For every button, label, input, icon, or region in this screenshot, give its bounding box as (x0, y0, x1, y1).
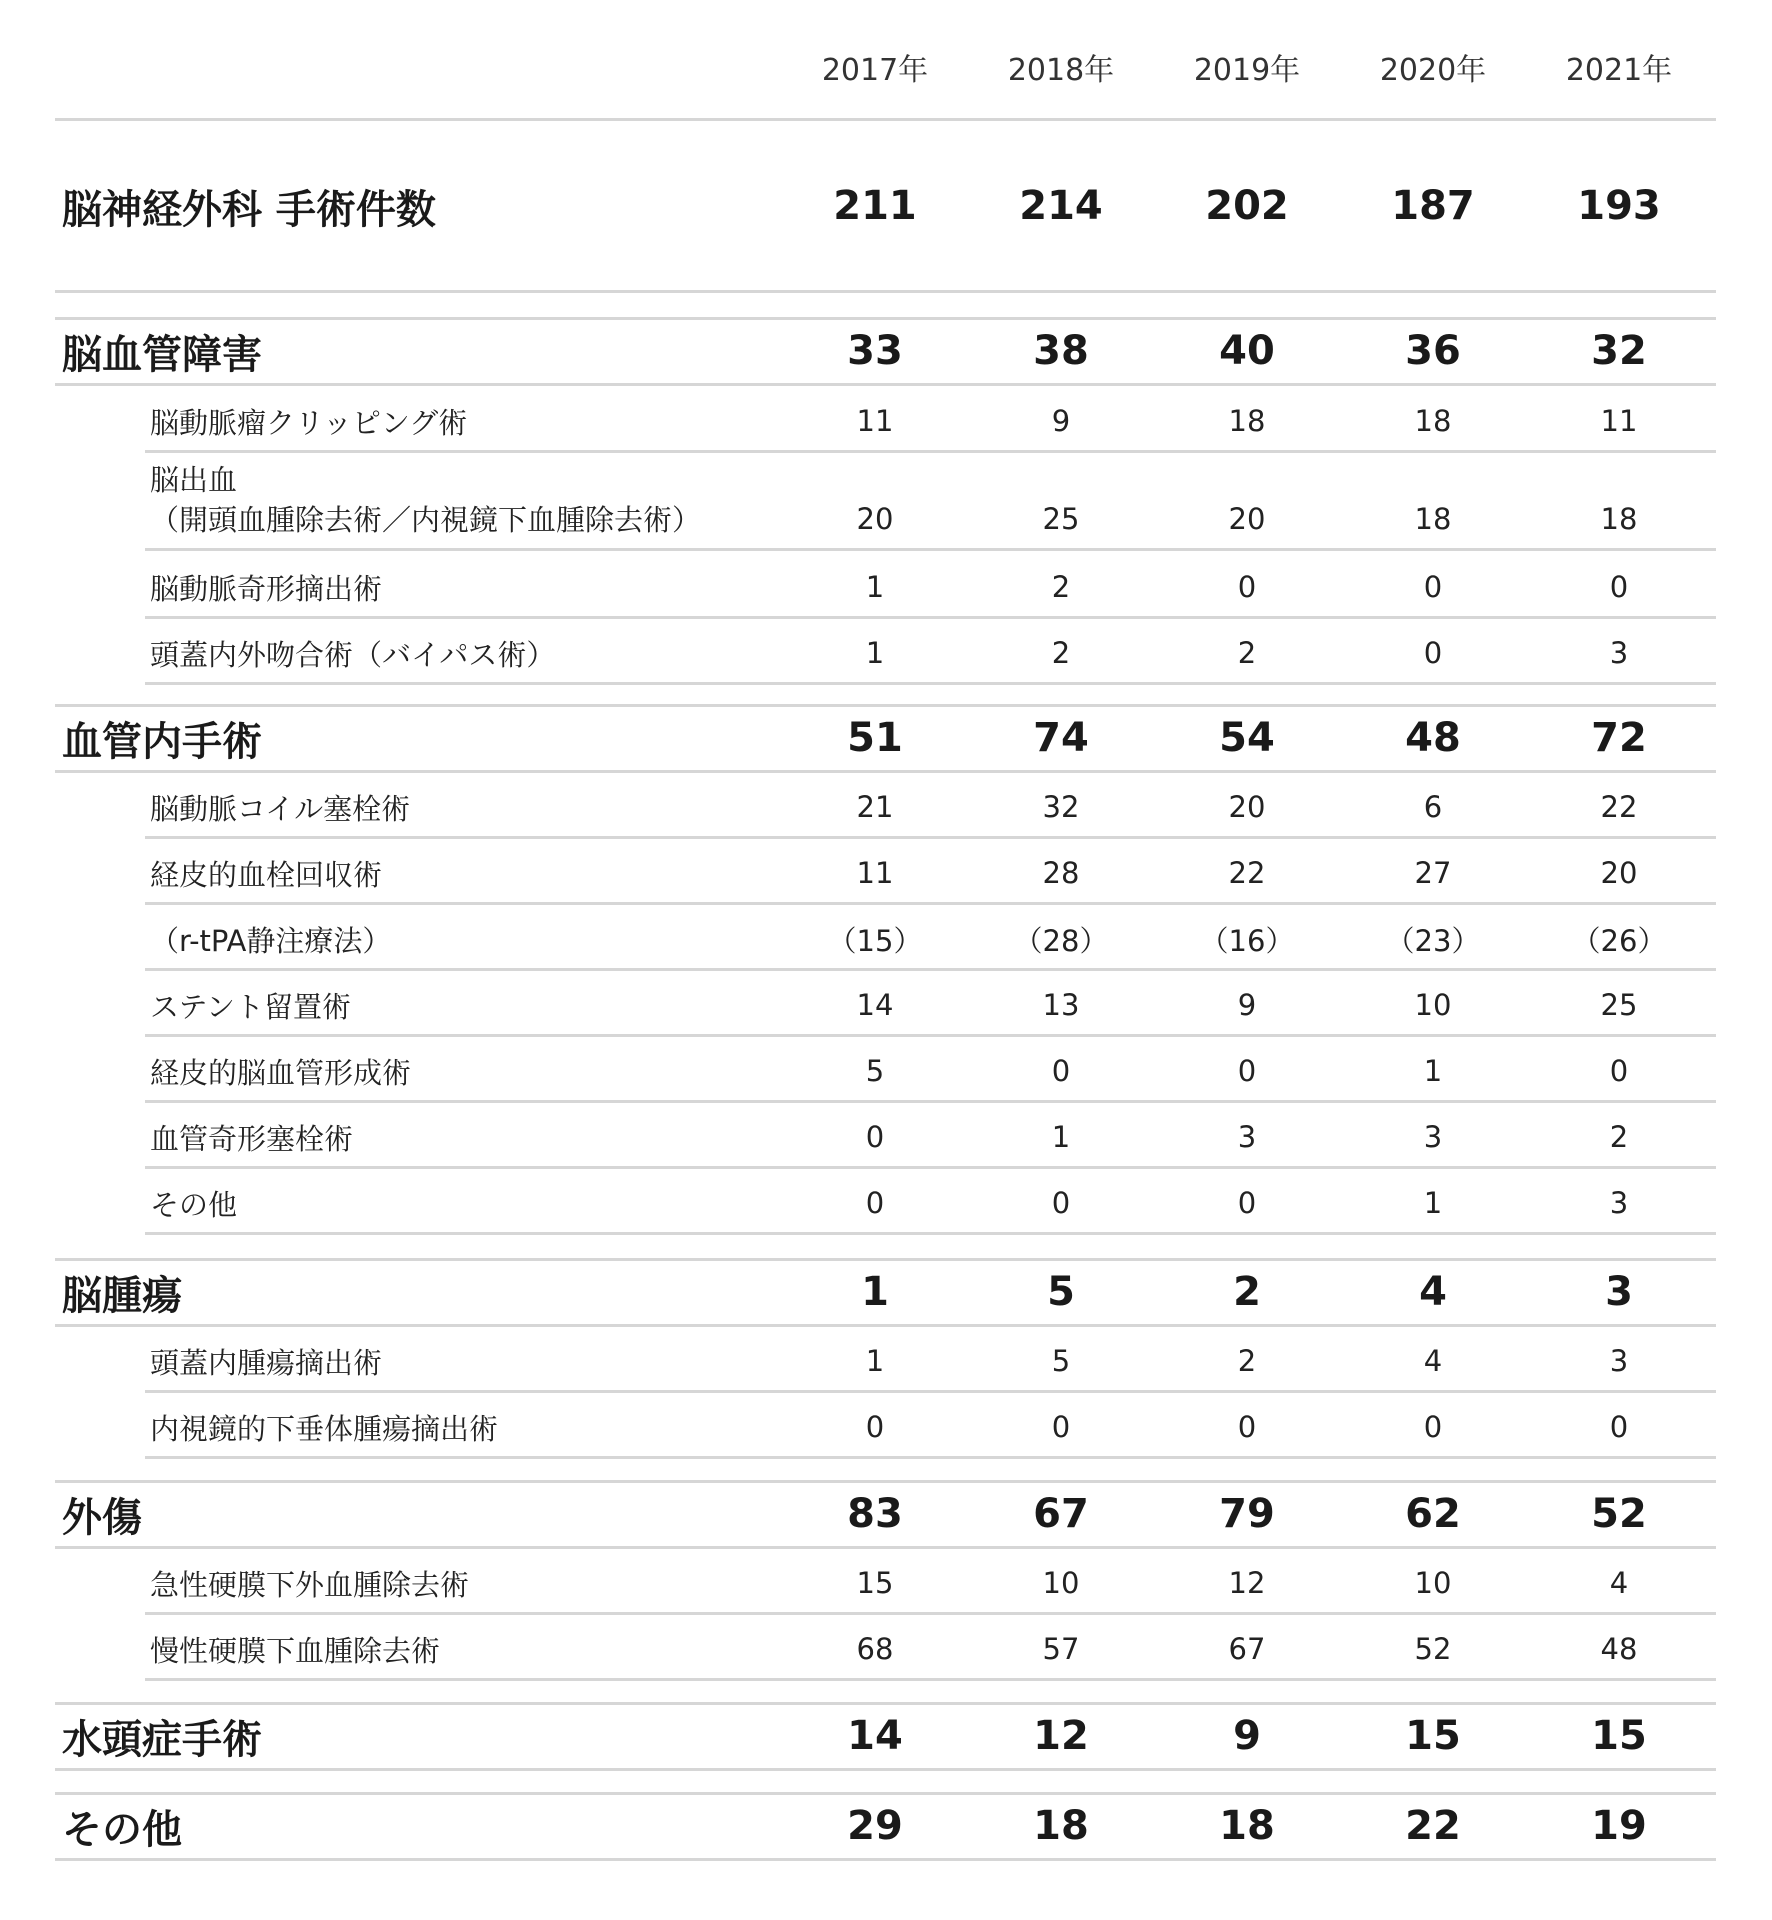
value-cell: 10 (1042, 1566, 1080, 1600)
value-cell: 22 (1405, 1803, 1461, 1849)
value-cell: 10 (1414, 1566, 1452, 1600)
value-cell: 3 (1609, 1186, 1629, 1220)
procedure-label: ステント留置術 (150, 989, 351, 1024)
value-cell: 3 (1605, 1269, 1633, 1315)
category-row (0, 1708, 1772, 1764)
value-cell: 214 (1019, 183, 1103, 229)
row-divider (145, 836, 1716, 839)
row-divider (145, 1166, 1716, 1169)
value-cell: 72 (1591, 715, 1647, 761)
value-cell: 25 (1042, 502, 1080, 536)
value-cell: 14 (847, 1713, 903, 1759)
procedure-label: 経皮的血栓回収術 (150, 857, 383, 892)
value-cell: 0 (1423, 636, 1443, 670)
value-cell: 193 (1577, 183, 1661, 229)
value-cell: 4 (1419, 1269, 1447, 1315)
row-divider (55, 1546, 1716, 1549)
category-row (0, 1486, 1772, 1542)
value-cell: 15 (856, 1566, 894, 1600)
value-cell: 2 (1609, 1120, 1629, 1154)
value-cell: 2 (1233, 1269, 1261, 1315)
value-cell: 6 (1423, 790, 1443, 824)
value-cell: 11 (856, 404, 894, 438)
total-row (0, 160, 1772, 252)
value-cell: 0 (1609, 1410, 1629, 1444)
value-cell: 12 (1033, 1713, 1089, 1759)
procedure-row (0, 1178, 1772, 1228)
value-cell: 79 (1219, 1491, 1275, 1537)
procedure-row (0, 628, 1772, 678)
value-cell: 18 (1414, 404, 1452, 438)
value-cell: 10 (1414, 988, 1452, 1022)
value-cell: 22 (1228, 856, 1266, 890)
category-label: 外傷 (62, 1494, 142, 1541)
row-divider (55, 1480, 1716, 1483)
value-cell: （23） (1385, 923, 1481, 958)
row-divider (145, 902, 1716, 905)
value-cell: 18 (1228, 404, 1266, 438)
value-cell: 1 (865, 570, 885, 604)
procedure-row (0, 562, 1772, 612)
row-divider (145, 1390, 1716, 1393)
procedure-label: 脳動脈奇形摘出術 (150, 571, 383, 606)
row-divider (55, 1792, 1716, 1795)
row-divider (145, 548, 1716, 551)
procedure-label: 頭蓋内腫瘍摘出術 (150, 1345, 383, 1380)
row-divider (55, 1258, 1716, 1261)
procedure-row (0, 396, 1772, 446)
row-divider (55, 317, 1716, 320)
procedure-label: その他 (150, 1187, 238, 1222)
value-cell: 0 (1609, 1054, 1629, 1088)
procedure-label: 内視鏡的下垂体腫瘍摘出術 (150, 1411, 499, 1446)
value-cell: 29 (847, 1803, 903, 1849)
value-cell: 54 (1219, 715, 1275, 761)
row-divider (145, 616, 1716, 619)
value-cell: 32 (1042, 790, 1080, 824)
value-cell: 0 (1051, 1410, 1071, 1444)
value-cell: 68 (856, 1632, 894, 1666)
value-cell: 20 (856, 502, 894, 536)
value-cell: 18 (1414, 502, 1452, 536)
value-cell: 13 (1042, 988, 1080, 1022)
procedure-row (0, 1336, 1772, 1386)
value-cell: 3 (1609, 1344, 1629, 1378)
value-cell: （26） (1571, 923, 1667, 958)
value-cell: 20 (1600, 856, 1638, 890)
row-divider (145, 1678, 1716, 1681)
value-cell: 5 (865, 1054, 885, 1088)
year-header: 2020年 (1379, 53, 1487, 88)
procedure-row (0, 1624, 1772, 1674)
value-cell: 25 (1600, 988, 1638, 1022)
value-cell: 0 (1237, 1186, 1257, 1220)
row-divider (55, 383, 1716, 386)
value-cell: 51 (847, 715, 903, 761)
procedure-row (0, 980, 1772, 1030)
value-cell: 48 (1600, 1632, 1638, 1666)
year-header: 2017年 (821, 53, 929, 88)
procedure-row (0, 848, 1772, 898)
row-divider (145, 682, 1716, 685)
row-divider (145, 1034, 1716, 1037)
value-cell: 18 (1219, 1803, 1275, 1849)
value-cell: 0 (1237, 1410, 1257, 1444)
value-cell: 3 (1609, 636, 1629, 670)
value-cell: （15） (827, 923, 923, 958)
value-cell: 19 (1591, 1803, 1647, 1849)
value-cell: 0 (1609, 570, 1629, 604)
category-label: 脳腫瘍 (62, 1272, 182, 1319)
procedure-label: 頭蓋内外吻合術（バイパス術） (150, 637, 556, 672)
row-divider (145, 1232, 1716, 1235)
value-cell: （16） (1199, 923, 1295, 958)
value-cell: 40 (1219, 328, 1275, 374)
value-cell: 1 (1423, 1054, 1443, 1088)
value-cell: 14 (856, 988, 894, 1022)
value-cell: 52 (1414, 1632, 1452, 1666)
value-cell: 57 (1042, 1632, 1080, 1666)
value-cell: 2 (1237, 636, 1257, 670)
category-row (0, 710, 1772, 766)
value-cell: 0 (865, 1410, 885, 1444)
value-cell: 18 (1600, 502, 1638, 536)
value-cell: 9 (1051, 404, 1071, 438)
value-cell: 0 (1237, 1054, 1257, 1088)
row-divider (145, 1612, 1716, 1615)
procedure-label: 脳動脈瘤クリッピング術 (150, 405, 468, 440)
value-cell: 3 (1237, 1120, 1257, 1154)
procedure-row (0, 1402, 1772, 1452)
value-cell: 4 (1609, 1566, 1629, 1600)
value-cell: 5 (1051, 1344, 1071, 1378)
value-cell: 0 (1423, 570, 1443, 604)
procedure-row (0, 1558, 1772, 1608)
category-label: 血管内手術 (62, 718, 262, 765)
procedure-label: 経皮的脳血管形成術 (150, 1055, 412, 1090)
value-cell: 0 (1237, 570, 1257, 604)
year-header: 2021年 (1565, 53, 1673, 88)
value-cell: 28 (1042, 856, 1080, 890)
value-cell: 4 (1423, 1344, 1443, 1378)
value-cell: 1 (1051, 1120, 1071, 1154)
value-cell: 15 (1405, 1713, 1461, 1759)
value-cell: 9 (1233, 1713, 1261, 1759)
category-row (0, 1798, 1772, 1854)
row-divider (145, 450, 1716, 453)
value-cell: 2 (1237, 1344, 1257, 1378)
value-cell: 1 (865, 1344, 885, 1378)
value-cell: 12 (1228, 1566, 1266, 1600)
row-divider (55, 118, 1716, 121)
category-label: 脳血管障害 (62, 331, 262, 378)
value-cell: 1 (861, 1269, 889, 1315)
value-cell: 3 (1423, 1120, 1443, 1154)
row-divider (145, 968, 1716, 971)
value-cell: 20 (1228, 790, 1266, 824)
value-cell: 33 (847, 328, 903, 374)
procedure-label-line2: （開頭血腫除去術／内視鏡下血腫除去術） (150, 503, 702, 537)
value-cell: 74 (1033, 715, 1089, 761)
row-divider (55, 770, 1716, 773)
value-cell: 20 (1228, 502, 1266, 536)
value-cell: 48 (1405, 715, 1461, 761)
category-label: 脳神経外科 手術件数 (62, 186, 436, 233)
procedure-label: 血管奇形塞栓術 (150, 1121, 354, 1156)
value-cell: 22 (1600, 790, 1638, 824)
category-row (0, 1264, 1772, 1320)
value-cell: 18 (1033, 1803, 1089, 1849)
procedure-label: 急性硬膜下外血腫除去術 (150, 1567, 470, 1602)
value-cell: 0 (1423, 1410, 1443, 1444)
value-cell: 5 (1047, 1269, 1075, 1315)
value-cell: 0 (865, 1186, 885, 1220)
procedure-row (0, 914, 1772, 964)
value-cell: 2 (1051, 636, 1071, 670)
value-cell: （28） (1013, 923, 1109, 958)
row-divider (55, 290, 1716, 293)
value-cell: 0 (1051, 1186, 1071, 1220)
row-divider (55, 1702, 1716, 1705)
procedure-label-line1: 脳出血 (150, 463, 238, 497)
procedure-row (0, 782, 1772, 832)
value-cell: 27 (1414, 856, 1452, 890)
row-divider (55, 1324, 1716, 1327)
value-cell: 1 (865, 636, 885, 670)
value-cell: 1 (1423, 1186, 1443, 1220)
row-divider (55, 1768, 1716, 1771)
value-cell: 0 (865, 1120, 885, 1154)
value-cell: 62 (1405, 1491, 1461, 1537)
value-cell: 11 (856, 856, 894, 890)
value-cell: 83 (847, 1491, 903, 1537)
row-divider (145, 1100, 1716, 1103)
value-cell: 202 (1205, 183, 1289, 229)
value-cell: 52 (1591, 1491, 1647, 1537)
value-cell: 2 (1051, 570, 1071, 604)
row-divider (145, 1456, 1716, 1459)
value-cell: 0 (1051, 1054, 1071, 1088)
value-cell: 211 (833, 183, 917, 229)
value-cell: 11 (1600, 404, 1638, 438)
year-header: 2018年 (1007, 53, 1115, 88)
value-cell: 38 (1033, 328, 1089, 374)
value-cell: 15 (1591, 1713, 1647, 1759)
procedure-label: 慢性硬膜下血腫除去術 (150, 1633, 441, 1668)
procedure-row (0, 462, 1772, 544)
value-cell: 67 (1033, 1491, 1089, 1537)
procedure-label: （r-tPA静注療法） (150, 923, 392, 958)
value-cell: 32 (1591, 328, 1647, 374)
category-row (0, 323, 1772, 379)
value-cell: 21 (856, 790, 894, 824)
procedure-row (0, 1112, 1772, 1162)
year-header: 2019年 (1193, 53, 1301, 88)
procedure-row (0, 1046, 1772, 1096)
row-divider (55, 1858, 1716, 1861)
value-cell: 67 (1228, 1632, 1266, 1666)
procedure-label (150, 460, 701, 540)
category-label: 水頭症手術 (62, 1716, 262, 1763)
value-cell: 9 (1237, 988, 1257, 1022)
category-label: その他 (62, 1806, 182, 1853)
value-cell: 36 (1405, 328, 1461, 374)
value-cell: 187 (1391, 183, 1475, 229)
procedure-label: 脳動脈コイル塞栓術 (150, 791, 411, 826)
row-divider (55, 704, 1716, 707)
